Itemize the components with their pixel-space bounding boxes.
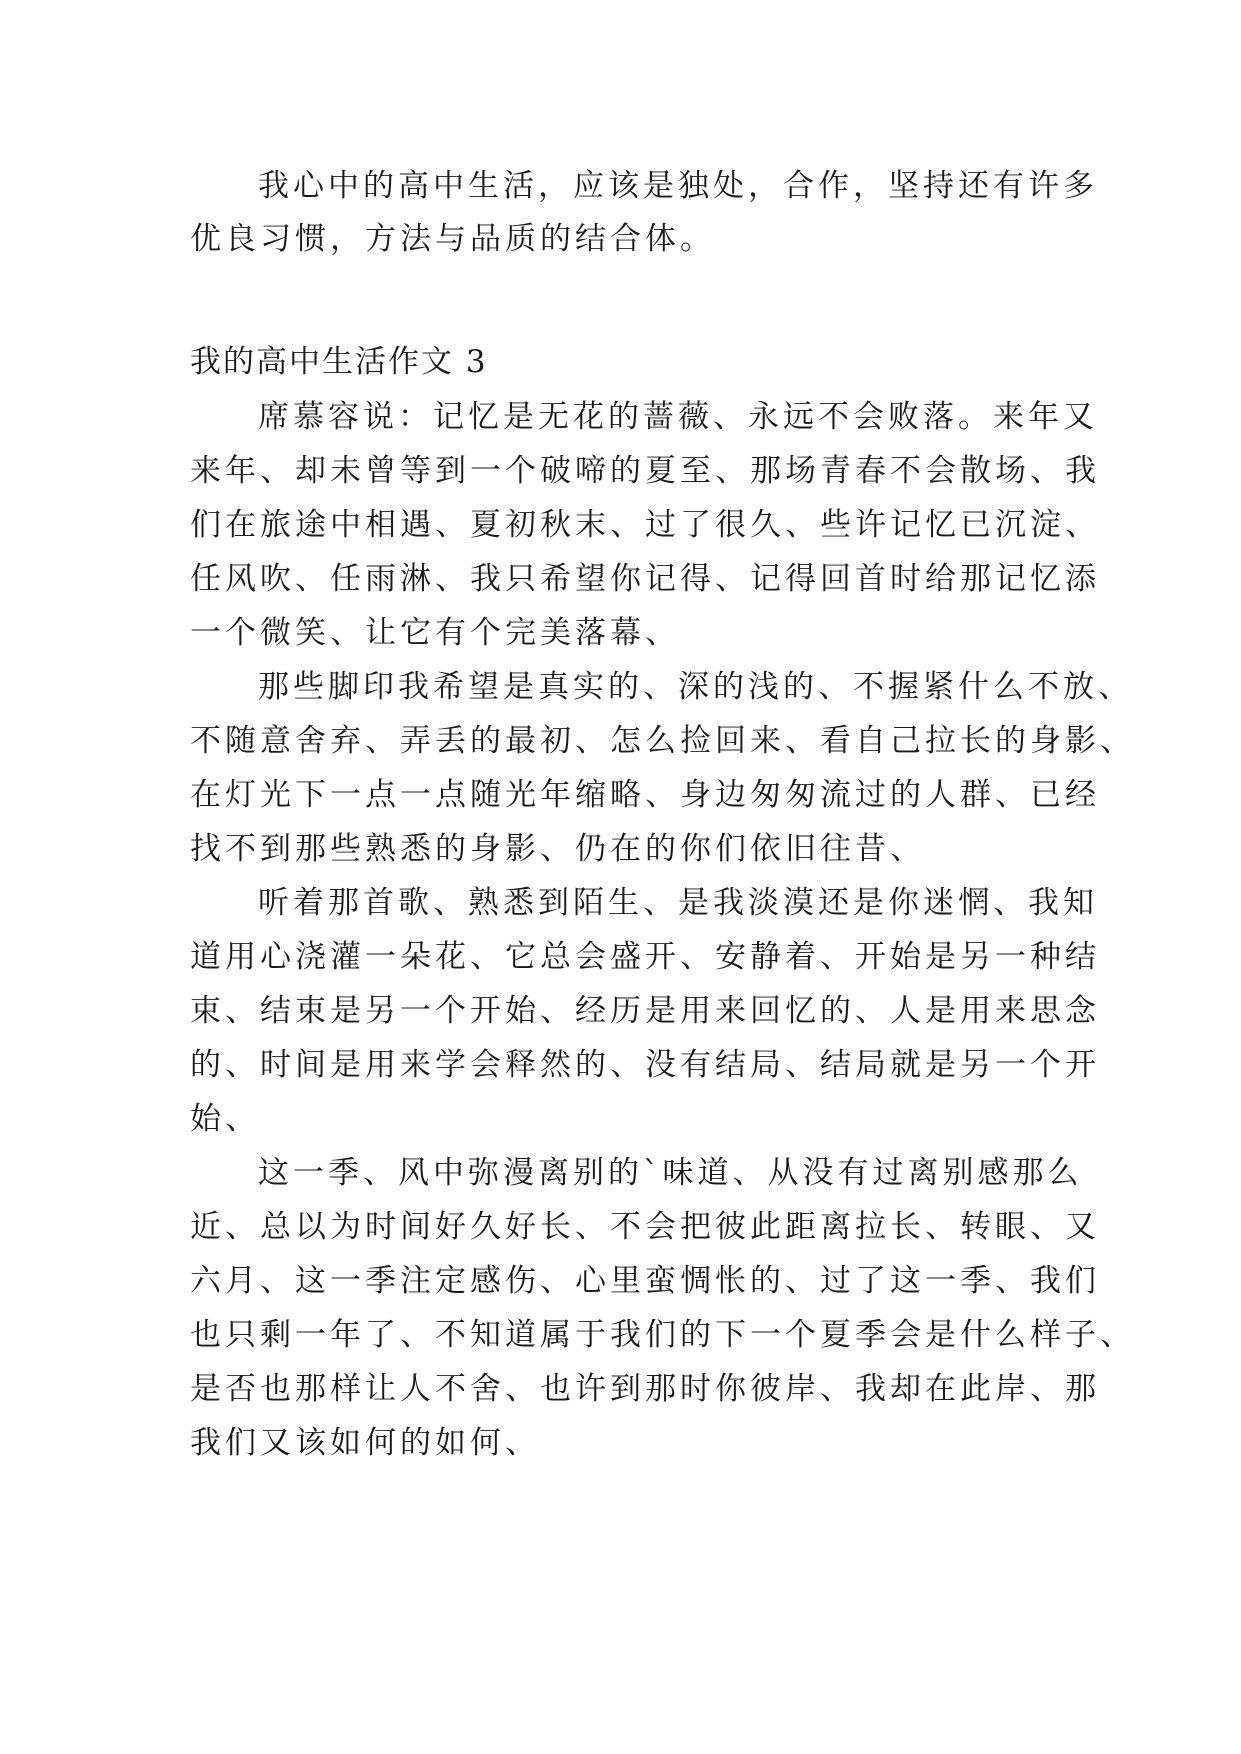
text-line: 是否也那样让人不舍、也许到那时你彼岸、我却在此岸、那 bbox=[190, 1371, 1100, 1407]
text-line: 这一季、风中弥漫离别的`味道、从没有过离别感那么 bbox=[258, 1155, 1083, 1191]
text-line: 近、总以为时间好久好长、不会把彼此距离拉长、转眼、又 bbox=[190, 1209, 1100, 1245]
text-line: 们在旅途中相遇、夏初秋末、过了很久、些许记忆已沉淀、 bbox=[190, 507, 1100, 543]
text-line: 听着那首歌、熟悉到陌生、是我淡漠还是你迷惘、我知 bbox=[258, 885, 1098, 921]
text-line: 找不到那些熟悉的身影、仍在的你们依旧往昔、 bbox=[190, 831, 925, 867]
section-heading: 我的高中生活作文 3 bbox=[190, 344, 488, 380]
text-line: 我心中的高中生活，应该是独处，合作，坚持还有许多 bbox=[258, 168, 1098, 204]
text-line: 道用心浇灌一朵花、它总会盛开、安静着、开始是另一种结 bbox=[190, 939, 1100, 975]
text-line: 六月、这一季注定感伤、心里蛮惆怅的、过了这一季、我们 bbox=[190, 1263, 1100, 1299]
text-line: 也只剩一年了、不知道属于我们的下一个夏季会是什么样子、 bbox=[190, 1317, 1135, 1353]
text-line: 的、时间是用来学会释然的、没有结局、结局就是另一个开 bbox=[190, 1047, 1100, 1083]
text-line: 我们又该如何的如何、 bbox=[190, 1425, 540, 1461]
text-line: 任风吹、任雨淋、我只希望你记得、记得回首时给那记忆添 bbox=[190, 561, 1100, 597]
text-line: 束、结束是另一个开始、经历是用来回忆的、人是用来思念 bbox=[190, 993, 1100, 1029]
text-line: 席慕容说：记忆是无花的蔷薇、永远不会败落。来年又 bbox=[258, 399, 1098, 435]
text-line: 优良习惯，方法与品质的结合体。 bbox=[190, 221, 715, 257]
text-line: 来年、却未曾等到一个破啼的夏至、那场青春不会散场、我 bbox=[190, 453, 1100, 489]
text-line: 在灯光下一点一点随光年缩略、身边匆匆流过的人群、已经 bbox=[190, 777, 1100, 813]
text-line: 一个微笑、让它有个完美落幕、 bbox=[190, 615, 680, 651]
text-line: 始、 bbox=[190, 1101, 260, 1137]
text-line: 那些脚印我希望是真实的、深的浅的、不握紧什么不放、 bbox=[258, 669, 1133, 705]
text-line: 不随意舍弃、弄丢的最初、怎么捡回来、看自己拉长的身影、 bbox=[190, 723, 1135, 759]
